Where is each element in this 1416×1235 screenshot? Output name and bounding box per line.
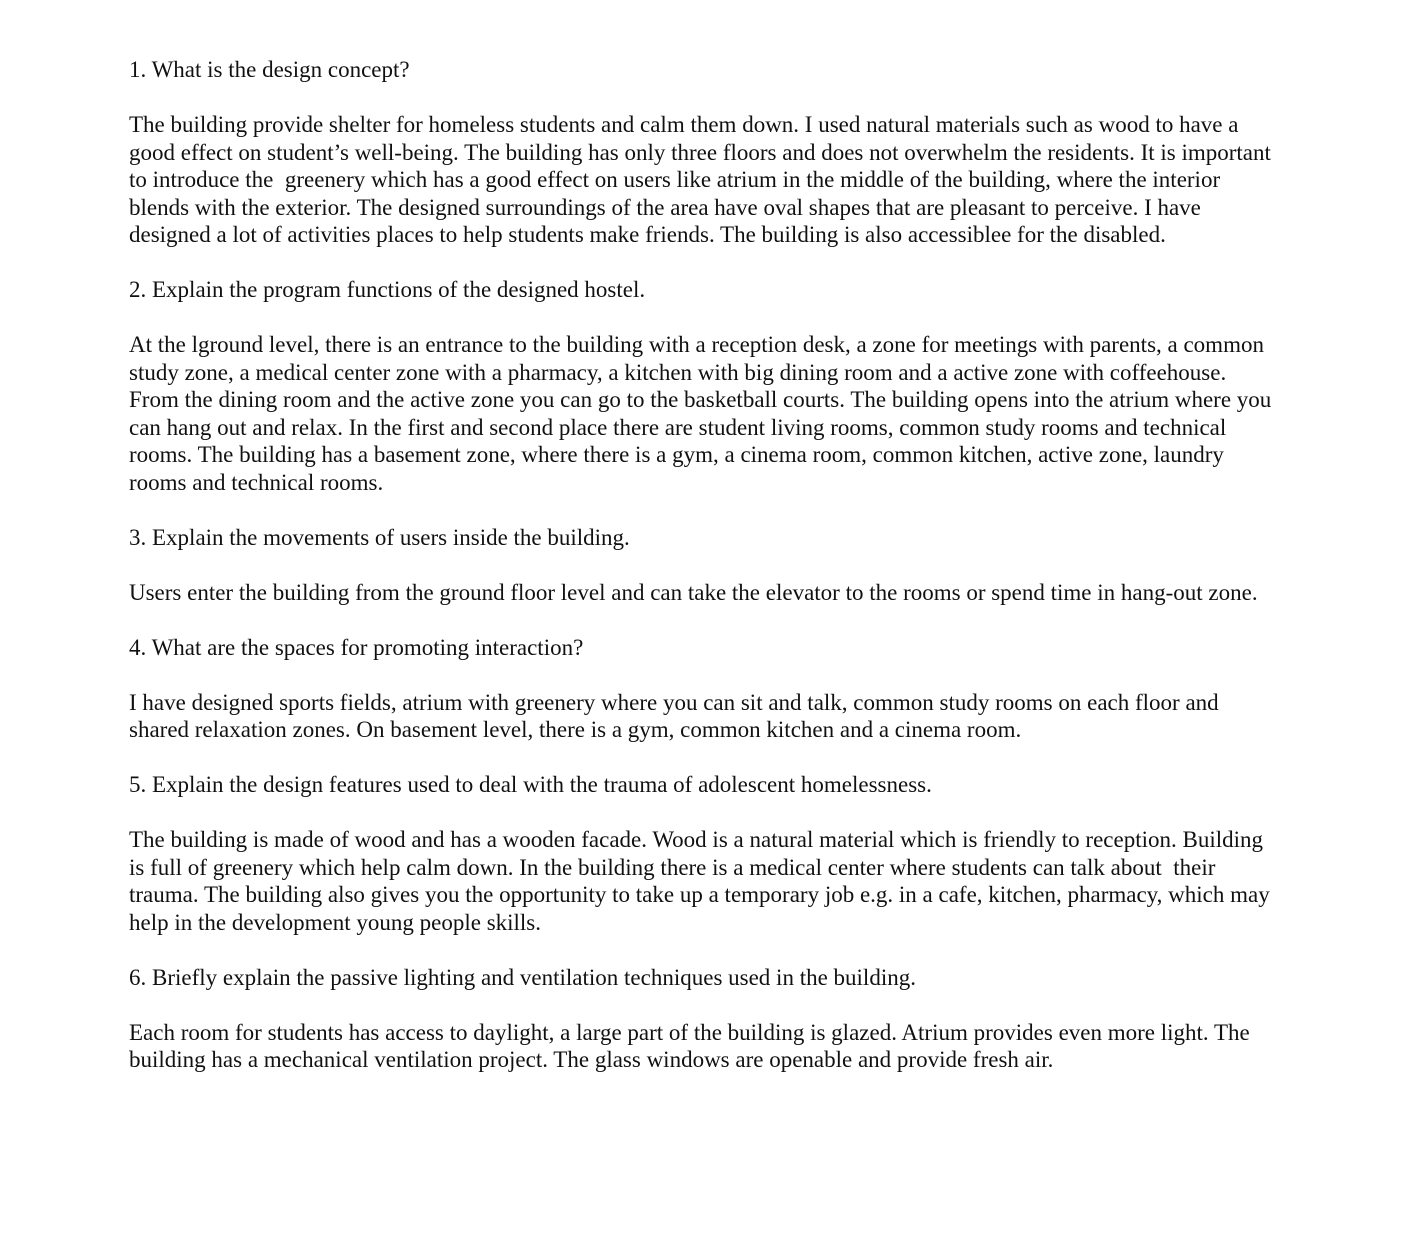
- answer-paragraph: The building provide shelter for homeless students and calm them down. I used natural materials such as wood to have a good effect on student’s well-being. The building has only three floors and does not overwhelm the residents. It is important to introduce the greenery which has a good effect on users like atrium in the middle of the building, where the interior blends with the exterior. The designed surroundings of the area have oval shapes that are pleasant to perceive. I have designed a lot of activities places to help students make friends. The building is also accessiblee for the disabled.: [129, 112, 1277, 247]
- section-1: [129, 56, 1279, 249]
- answer-paragraph: The building is made of wood and has a wooden facade. Wood is a natural material which is friendly to reception. Building is full of greenery which help calm down. In the building there is a medical center where students can talk about their trauma. The building also gives you the opportunity to take up a temporary job e.g. in a cafe, kitchen, pharmacy, which may help in the development young people skills.: [129, 827, 1276, 935]
- question-heading: 5. Explain the design features used to deal with the trauma of adolescent homelessness.: [129, 772, 932, 797]
- document-page: [129, 56, 1279, 1101]
- section-2: [129, 276, 1279, 496]
- section-3: [129, 524, 1279, 607]
- section-5: [129, 771, 1279, 936]
- question-heading: 1. What is the design concept?: [129, 57, 410, 82]
- section-6: [129, 964, 1279, 1074]
- answer-paragraph: Each room for students has access to daylight, a large part of the building is glazed. Atrium provides even more light. The building has a mechanical ventilation project. The glass windows are openable and provide fresh air.: [129, 1019, 1256, 1072]
- section-4: [129, 634, 1279, 744]
- question-heading: 4. What are the spaces for promoting interaction?: [129, 634, 584, 660]
- question-heading: 2. Explain the program functions of the designed hostel.: [129, 277, 646, 302]
- answer-paragraph: I have designed sports fields, atrium with greenery where you can sit and talk, common study rooms on each floor and shared relaxation zones. On basement level, there is a gym, common kitchen and a cinema room.: [129, 689, 1225, 742]
- question-heading: 3. Explain the movements of users inside the building.: [129, 524, 630, 550]
- question-heading: 6. Briefly explain the passive lighting and ventilation techniques used in the building.: [129, 964, 916, 990]
- answer-paragraph: At the lground level, there is an entrance to the building with a reception desk, a zone for meetings with parents, a common study zone, a medical center zone with a pharmacy, a kitchen with big dining room and a active zone with coffeehouse. From the dining room and the active zone you can go to the basketball courts. The building opens into the atrium where you can hang out and relax. In the first and second place there are student living rooms, common study rooms and technical rooms. The building has a basement zone, where there is a gym, a cinema room, common kitchen, active zone, laundry rooms and technical rooms.: [129, 332, 1278, 495]
- answer-paragraph: Users enter the building from the ground floor level and can take the elevator to the rooms or spend time in hang-out zone.: [129, 579, 1258, 605]
